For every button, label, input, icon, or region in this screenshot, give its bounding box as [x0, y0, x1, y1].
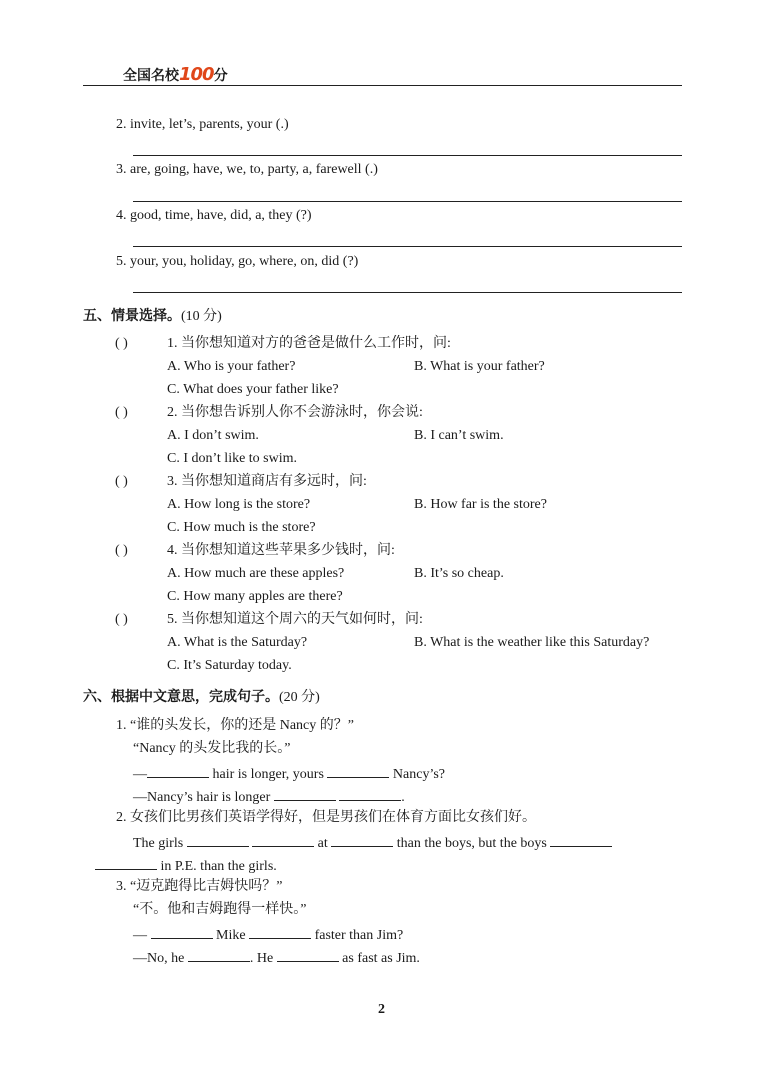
q6-1-line4: [133, 787, 405, 806]
q5-2-bracket: ( ): [115, 405, 128, 420]
text: The girls: [133, 836, 184, 851]
q6-3-line4: [133, 948, 420, 967]
blank-input[interactable]: [187, 833, 249, 847]
brand-suffix: 分: [213, 68, 228, 84]
q5-4-prompt: 4. 当你想知道这些苹果多少钱时，问:: [167, 543, 395, 558]
section6-score: (20 分): [279, 690, 320, 705]
text: . He: [249, 951, 274, 966]
answer-line-5: [133, 292, 682, 293]
text: faster than Jim?: [314, 928, 404, 943]
q6-2-line3: [95, 856, 277, 875]
header-brand: [123, 64, 228, 85]
q5-5-bracket: ( ): [115, 612, 128, 627]
q5-1-bracket: ( ): [115, 336, 128, 351]
q5-2-option-a: A. I don’t swim.: [167, 428, 259, 443]
text: Nancy’s?: [392, 767, 446, 782]
q5-1-option-b: B. What is your father?: [414, 359, 545, 374]
blank-input[interactable]: [339, 787, 401, 801]
answer-line-4: [133, 246, 682, 247]
q6-3-chinese-answer: “不。他和吉姆跑得一样快。”: [133, 902, 307, 917]
text: hair is longer, yours: [212, 767, 324, 782]
q5-2-option-c: C. I don’t like to swim.: [167, 451, 298, 466]
reorder-item-5: 5. your, you, holiday, go, where, on, did (?): [116, 254, 359, 269]
blank-input[interactable]: [252, 833, 314, 847]
blank-input[interactable]: [151, 925, 213, 939]
reorder-item-2: 2. invite, let’s, parents, your (.): [116, 117, 289, 132]
text: at: [317, 836, 328, 851]
text: —Nancy’s hair is longer: [133, 790, 271, 805]
q5-1-option-a: A. Who is your father?: [167, 359, 296, 374]
q6-2-line2: [133, 833, 612, 852]
text: Mike: [216, 928, 246, 943]
q5-5-option-c: C. It’s Saturday today.: [167, 658, 292, 673]
blank-input[interactable]: [188, 948, 250, 962]
brand-prefix: 全国名校: [123, 68, 179, 84]
blank-input[interactable]: [327, 764, 389, 778]
blank-input[interactable]: [550, 833, 612, 847]
blank-input[interactable]: [331, 833, 393, 847]
blank-input[interactable]: [249, 925, 311, 939]
q5-3-option-b: B. How far is the store?: [414, 497, 547, 512]
q5-4-option-a: A. How much are these apples?: [167, 566, 345, 581]
section5-score: (10 分): [181, 309, 222, 324]
text: than the boys, but the boys: [396, 836, 547, 851]
q5-3-option-c: C. How much is the store?: [167, 520, 316, 535]
q5-5-option-b: B. What is the weather like this Saturday?: [414, 635, 650, 650]
text: in P.E. than the girls.: [160, 859, 277, 874]
dash: —: [133, 928, 147, 943]
q5-3-option-a: A. How long is the store?: [167, 497, 311, 512]
section5-heading: [83, 308, 222, 325]
reorder-item-3: 3. are, going, have, we, to, party, a, farewell (.): [116, 162, 378, 177]
reorder-item-4: 4. good, time, have, did, a, they (?): [116, 208, 312, 223]
blank-input[interactable]: [277, 948, 339, 962]
q5-4-bracket: ( ): [115, 543, 128, 558]
q5-4-option-c: C. How many apples are there?: [167, 589, 343, 604]
blank-input[interactable]: [95, 856, 157, 870]
q5-4-option-b: B. It’s so cheap.: [414, 566, 504, 581]
dash: —: [133, 767, 147, 782]
q6-2-chinese: 2. 女孩们比男孩们英语学得好，但是男孩们在体育方面比女孩们好。: [116, 810, 536, 825]
q6-1-line3: [133, 764, 445, 783]
text: .: [401, 790, 405, 805]
text: —No, he: [133, 951, 185, 966]
q6-1-chinese-answer: “Nancy 的头发比我的长。”: [133, 741, 291, 756]
q5-5-option-a: A. What is the Saturday?: [167, 635, 308, 650]
q5-1-prompt: 1. 当你想知道对方的爸爸是做什么工作时，问:: [167, 336, 451, 351]
q5-2-prompt: 2. 当你想告诉别人你不会游泳时，你会说:: [167, 405, 423, 420]
q5-5-prompt: 5. 当你想知道这个周六的天气如何时，问:: [167, 612, 423, 627]
q5-3-bracket: ( ): [115, 474, 128, 489]
header-rule: [83, 85, 682, 86]
answer-line-2: [133, 155, 682, 156]
blank-input[interactable]: [274, 787, 336, 801]
q5-3-prompt: 3. 当你想知道商店有多远时，问:: [167, 474, 367, 489]
blank-input[interactable]: [147, 764, 209, 778]
section6-heading: [83, 689, 320, 706]
page-number: 2: [378, 1002, 385, 1017]
q6-3-line3: [133, 925, 403, 944]
brand-number: 100: [179, 64, 214, 85]
section5-title: 五、情景选择。: [83, 308, 181, 324]
q5-2-option-b: B. I can’t swim.: [414, 428, 504, 443]
section6-title: 六、根据中文意思，完成句子。: [83, 689, 279, 705]
q6-1-chinese-question: 1. “谁的头发长，你的还是 Nancy 的？”: [116, 718, 354, 733]
q5-1-option-c: C. What does your father like?: [167, 382, 339, 397]
q6-3-chinese-question: 3. “迈克跑得比吉姆快吗？”: [116, 879, 283, 894]
answer-line-3: [133, 201, 682, 202]
text: as fast as Jim.: [342, 951, 420, 966]
